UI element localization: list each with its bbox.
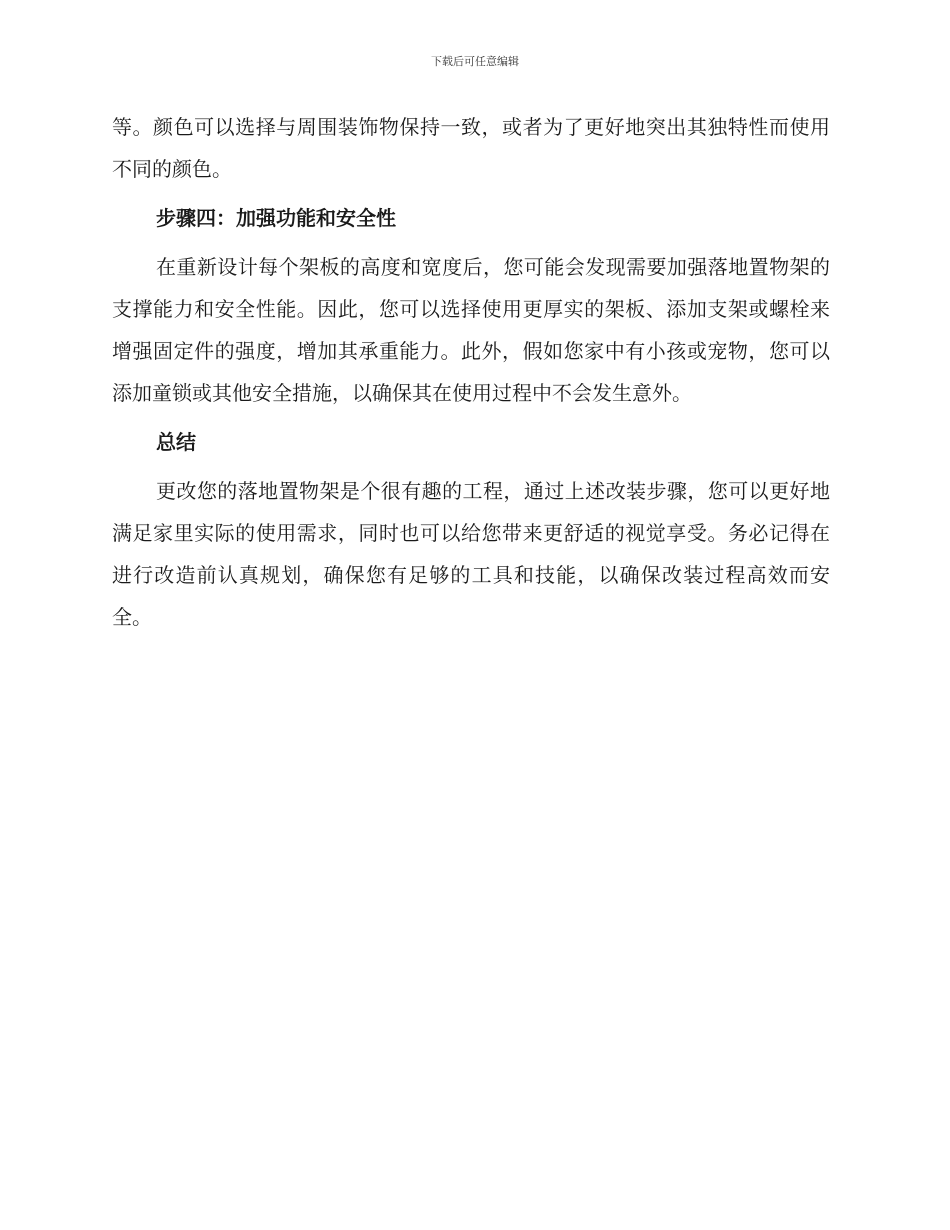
document-body <box>112 106 830 638</box>
heading-summary: 总结 <box>156 430 196 454</box>
page-header: 下载后可任意编辑 <box>431 55 519 68</box>
paragraph-step-four: 在重新设计每个架板的高度和宽度后，您可能会发现需要加强落地置物架的支撑能力和安全性能。因此，您可以选择使用更厚实的架板、添加支架或螺栓来增强固定件的强度，增加其承重能力。此外，假如您家中有小孩或宠物，您可以添加童锁或其他安全措施，以确保其在使用过程中不会发生意外。 <box>112 255 830 405</box>
heading-step-four: 步骤四：加强功能和安全性 <box>156 206 396 230</box>
paragraph-intro: 等。颜色可以选择与周围装饰物保持一致，或者为了更好地突出其独特性而使用不同的颜色。 <box>112 115 830 181</box>
paragraph-summary: 更改您的落地置物架是个很有趣的工程，通过上述改装步骤，您可以更好地满足家里实际的使用需求，同时也可以给您带来更舒适的视觉享受。务必记得在进行改造前认真规划，确保您有足够的工具和技能，以确保改装过程高效而安全。 <box>112 479 830 629</box>
